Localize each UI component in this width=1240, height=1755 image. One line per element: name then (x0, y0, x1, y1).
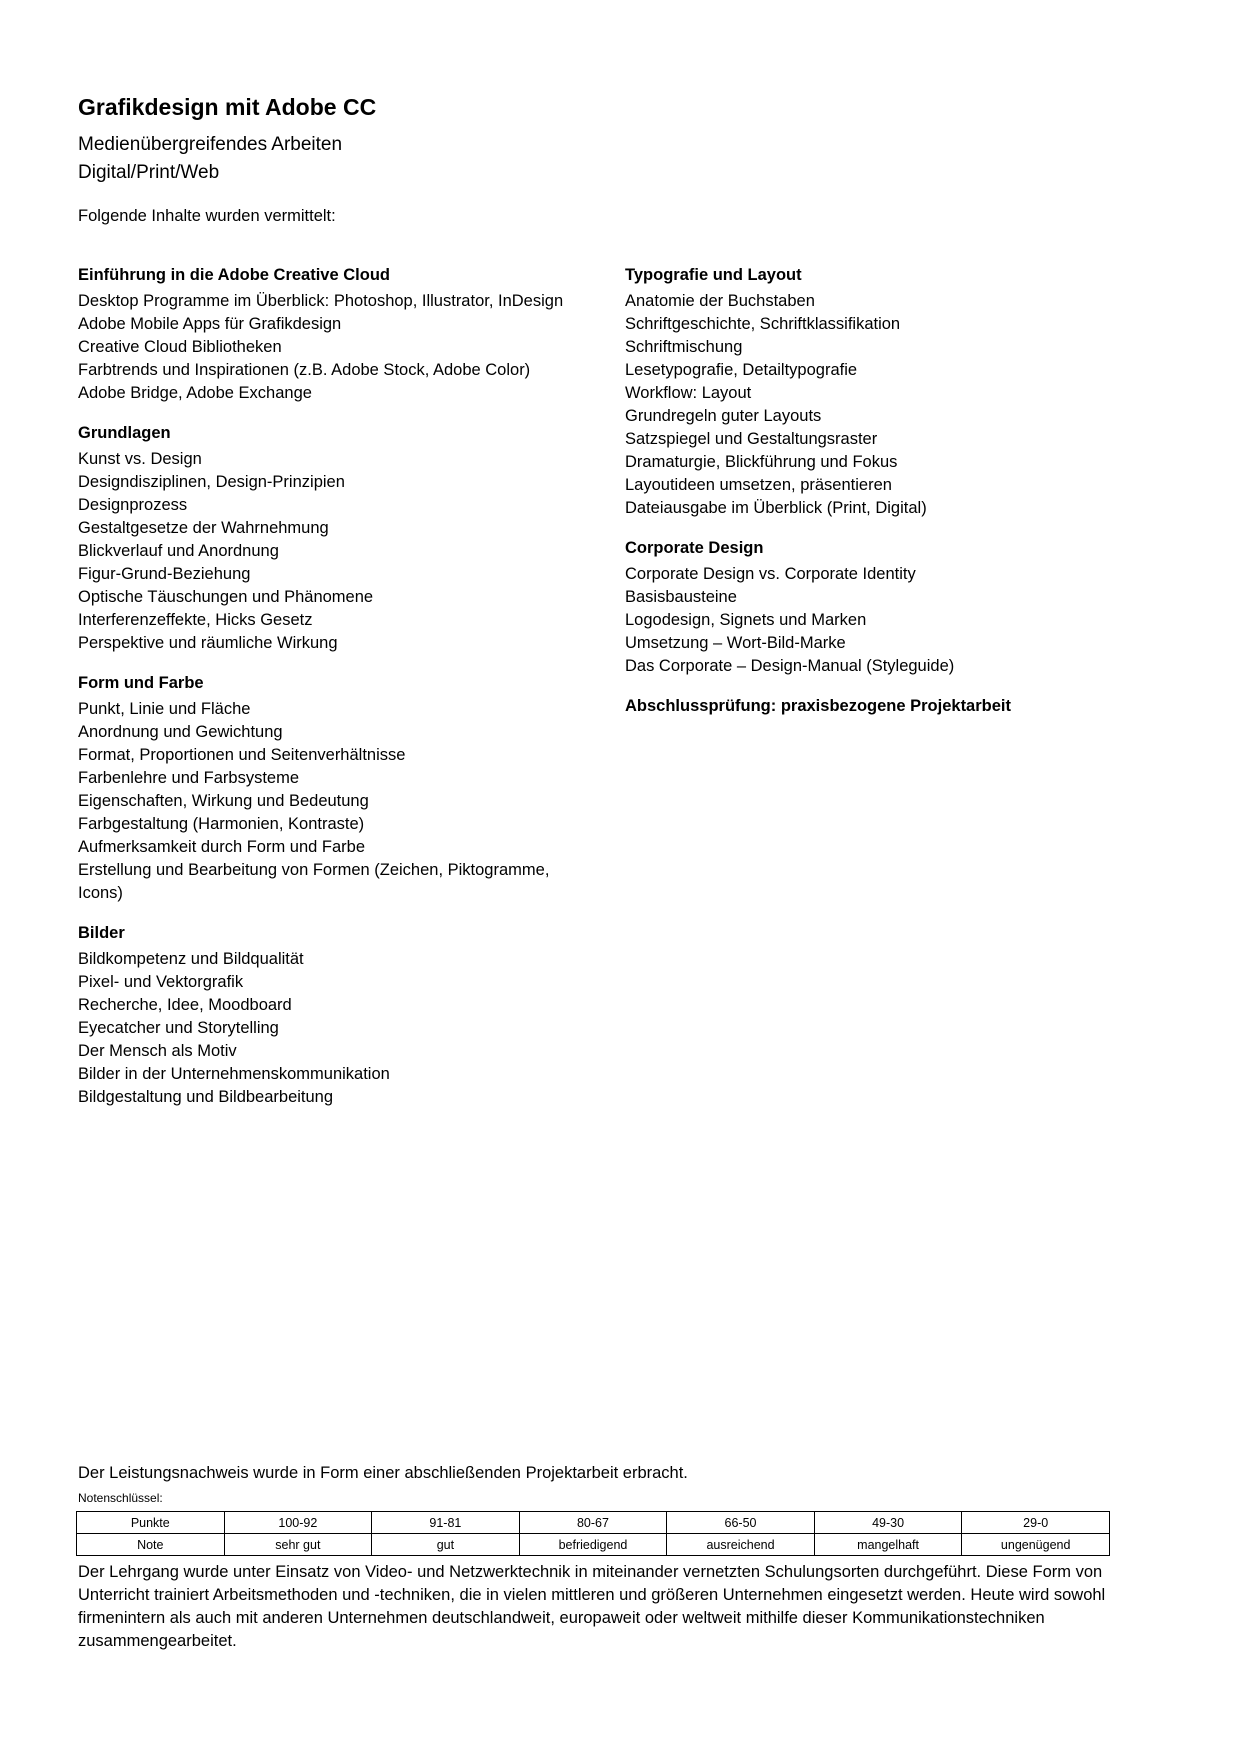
section-list (78, 290, 598, 405)
list-item: Satzspiegel und Gestaltungsraster (625, 430, 878, 448)
table-cell: 91-81 (372, 1512, 520, 1534)
list-item: Adobe Bridge, Adobe Exchange (78, 384, 312, 402)
section-grundlagen (78, 422, 598, 655)
section-heading: Form und Farbe (78, 674, 204, 692)
list-item: Farbenlehre und Farbsysteme (78, 769, 300, 787)
section-heading: Corporate Design (625, 539, 764, 557)
footer-text: Der Lehrgang wurde unter Einsatz von Video- und Netzwerktechnik in miteinander vernetzten Schulungsorten durchgeführt. Diese Form von Unterricht trainiert Arbeitsmethoden und -techniken, die in vielen mittleren und größeren Unternehmen eingesetzt werden. Heute wird sowohl firmenintern als auch mit anderen Unternehmen deutschlandweit, europaweit oder weltweit mithilfe dieser Kommunikationstechniken zusammengearbeitet. (78, 1563, 1106, 1650)
list-item: Recherche, Idee, Moodboard (78, 996, 292, 1014)
list-item: Kunst vs. Design (78, 450, 202, 468)
list-item: Grundregeln guter Layouts (625, 407, 822, 425)
list-item: Aufmerksamkeit durch Form und Farbe (78, 838, 366, 856)
grade-key-label: Notenschlüssel: (78, 1491, 163, 1505)
table-cell: Note (77, 1534, 225, 1556)
table-row (77, 1512, 1110, 1534)
list-item: Creative Cloud Bibliotheken (78, 338, 282, 356)
table-cell: 100-92 (224, 1512, 372, 1534)
list-item: Erstellung und Bearbeitung von Formen (Zeichen, Piktogramme, Icons) (78, 861, 550, 902)
left-column (78, 264, 598, 1126)
list-item: Farbgestaltung (Harmonien, Kontraste) (78, 815, 365, 833)
list-item: Figur-Grund-Beziehung (78, 565, 251, 583)
table-cell: 29-0 (962, 1512, 1110, 1534)
list-item: Logodesign, Signets und Marken (625, 611, 867, 629)
table-cell: 49-30 (814, 1512, 962, 1534)
document-title: Grafikdesign mit Adobe CC (78, 94, 377, 120)
table-cell: mangelhaft (814, 1534, 962, 1556)
list-item: Umsetzung – Wort-Bild-Marke (625, 634, 846, 652)
list-item: Eyecatcher und Storytelling (78, 1019, 279, 1037)
list-item: Interferenzeffekte, Hicks Gesetz (78, 611, 313, 629)
section-list (78, 948, 598, 1109)
list-item: Schriftmischung (625, 338, 743, 356)
table-cell: Punkte (77, 1512, 225, 1534)
section-final-exam (625, 695, 1185, 718)
list-item: Farbtrends und Inspirationen (z.B. Adobe Stock, Adobe Color) (78, 361, 531, 379)
section-heading: Grundlagen (78, 424, 171, 442)
intro-text: Folgende Inhalte wurden vermittelt: (78, 207, 336, 225)
list-item: Layoutideen umsetzen, präsentieren (625, 476, 892, 494)
table-cell: 80-67 (519, 1512, 667, 1534)
subtitle-line-2: Digital/Print/Web (78, 162, 220, 183)
list-item: Lesetypografie, Detailtypografie (625, 361, 858, 379)
list-item: Blickverlauf und Anordnung (78, 542, 279, 560)
list-item: Designprozess (78, 496, 188, 514)
section-heading: Einführung in die Adobe Creative Cloud (78, 266, 390, 284)
list-item: Perspektive und räumliche Wirkung (78, 634, 338, 652)
section-list (625, 290, 1185, 520)
list-item: Anordnung und Gewichtung (78, 723, 283, 741)
list-item: Das Corporate – Design-Manual (Styleguide) (625, 657, 955, 675)
final-exam-heading: Abschlussprüfung: praxisbezogene Projektarbeit (625, 697, 1011, 715)
list-item: Eigenschaften, Wirkung und Bedeutung (78, 792, 369, 810)
subtitle-line-1: Medienübergreifendes Arbeiten (78, 134, 343, 155)
section-list (78, 698, 598, 905)
section-form-und-farbe (78, 672, 598, 905)
table-cell: ungenügend (962, 1534, 1110, 1556)
list-item: Bildgestaltung und Bildbearbeitung (78, 1088, 334, 1106)
section-creative-cloud (78, 264, 598, 405)
list-item: Der Mensch als Motiv (78, 1042, 237, 1060)
table-cell: befriedigend (519, 1534, 667, 1556)
table-cell: ausreichend (667, 1534, 815, 1556)
section-heading: Typografie und Layout (625, 266, 802, 284)
list-item: Anatomie der Buchstaben (625, 292, 815, 310)
list-item: Punkt, Linie und Fläche (78, 700, 251, 718)
table-cell: sehr gut (224, 1534, 372, 1556)
list-item: Bildkompetenz und Bildqualität (78, 950, 304, 968)
section-heading: Bilder (78, 924, 125, 942)
right-column (625, 264, 1185, 735)
list-item: Gestaltgesetze der Wahrnehmung (78, 519, 329, 537)
list-item: Pixel- und Vektorgrafik (78, 973, 244, 991)
list-item: Corporate Design vs. Corporate Identity (625, 565, 916, 583)
table-cell: 66-50 (667, 1512, 815, 1534)
table-cell: gut (372, 1534, 520, 1556)
list-item: Dramaturgie, Blickführung und Fokus (625, 453, 898, 471)
list-item: Format, Proportionen und Seitenverhältnisse (78, 746, 406, 764)
section-list (625, 563, 1185, 678)
list-item: Optische Täuschungen und Phänomene (78, 588, 374, 606)
list-item: Basisbausteine (625, 588, 737, 606)
list-item: Adobe Mobile Apps für Grafikdesign (78, 315, 342, 333)
list-item: Bilder in der Unternehmenskommunikation (78, 1065, 390, 1083)
list-item: Schriftgeschichte, Schriftklassifikation (625, 315, 901, 333)
section-corporate-design (625, 537, 1185, 678)
section-typografie-layout (625, 264, 1185, 520)
document-subtitle (78, 131, 342, 187)
proof-text: Der Leistungsnachweis wurde in Form einer abschließenden Projektarbeit erbracht. (78, 1464, 688, 1482)
list-item: Designdisziplinen, Design-Prinzipien (78, 473, 345, 491)
grade-key-table (76, 1511, 1110, 1556)
list-item: Desktop Programme im Überblick: Photoshop, Illustrator, InDesign (78, 292, 564, 310)
list-item: Dateiausgabe im Überblick (Print, Digital) (625, 499, 927, 517)
list-item: Workflow: Layout (625, 384, 752, 402)
table-row (77, 1534, 1110, 1556)
section-bilder (78, 922, 598, 1109)
section-list (78, 448, 598, 655)
